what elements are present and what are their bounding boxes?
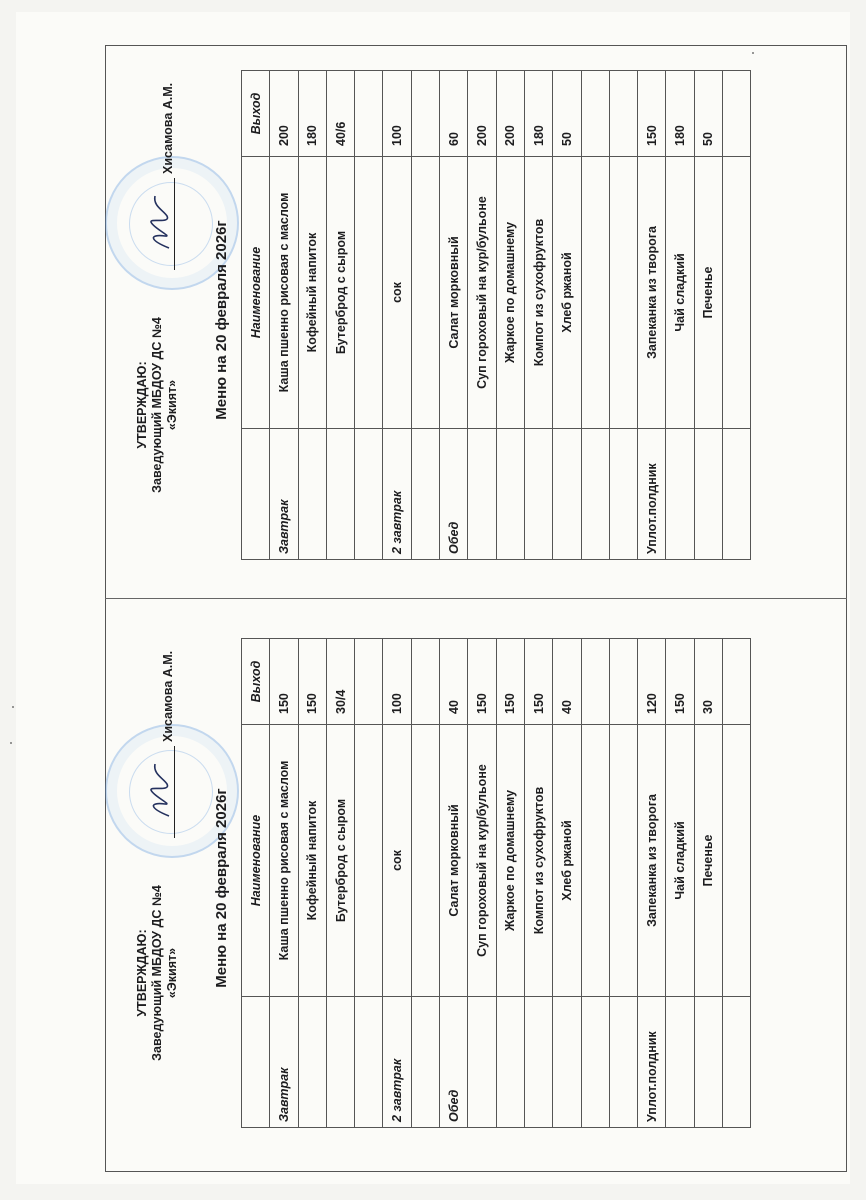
table-row xyxy=(468,71,496,560)
yield-cell: 150 xyxy=(496,639,524,725)
meal-cell xyxy=(411,429,439,560)
dish-cell: сок xyxy=(383,725,411,997)
meal-cell: Завтрак xyxy=(270,429,298,560)
table-row xyxy=(355,639,383,1128)
yield-cell: 100 xyxy=(383,639,411,725)
table-row xyxy=(609,71,637,560)
table-row xyxy=(383,71,411,560)
dish-cell: Бутерброд с сыром xyxy=(326,157,354,429)
table-header-row xyxy=(242,639,270,1128)
table-row xyxy=(355,71,383,560)
table-row xyxy=(411,71,439,560)
yield-cell: 200 xyxy=(270,71,298,157)
meal-cell xyxy=(723,997,751,1128)
yield-cell xyxy=(355,639,383,725)
dish-cell: Суп гороховый на кур/бульоне xyxy=(468,725,496,997)
yield-cell: 180 xyxy=(524,71,552,157)
dish-cell: Чай сладкий xyxy=(666,725,694,997)
yield-cell: 30 xyxy=(694,639,722,725)
meal-cell xyxy=(411,997,439,1128)
yield-cell: 40 xyxy=(440,639,468,725)
dish-cell xyxy=(411,725,439,997)
meal-cell: Обед xyxy=(440,429,468,560)
header-yield: Выход xyxy=(242,71,270,157)
dish-cell: Компот из сухофруктов xyxy=(524,157,552,429)
yield-cell: 150 xyxy=(298,639,326,725)
yield-cell xyxy=(411,71,439,157)
menu-sheet-top xyxy=(105,40,845,600)
table-row xyxy=(638,639,666,1128)
table-row xyxy=(326,71,354,560)
meal-cell xyxy=(609,997,637,1128)
signature-line xyxy=(161,638,175,838)
table-row xyxy=(723,639,751,1128)
meal-cell xyxy=(496,997,524,1128)
dish-cell xyxy=(411,157,439,429)
yield-cell xyxy=(581,639,609,725)
dish-cell: Жаркое по домашнему xyxy=(496,157,524,429)
meal-cell xyxy=(468,429,496,560)
yield-cell xyxy=(609,71,637,157)
meal-cell: Уплот.полдник xyxy=(638,429,666,560)
approval-line: УТВЕРЖДАЮ: xyxy=(135,929,149,1017)
scan-speck xyxy=(12,706,14,708)
meal-cell xyxy=(326,429,354,560)
table-row xyxy=(411,639,439,1128)
yield-cell xyxy=(609,639,637,725)
table-row xyxy=(496,639,524,1128)
meal-cell xyxy=(553,429,581,560)
meal-cell xyxy=(694,429,722,560)
yield-cell: 180 xyxy=(666,71,694,157)
yield-cell: 40 xyxy=(553,639,581,725)
table-row xyxy=(666,639,694,1128)
header-dish: Наименование xyxy=(242,157,270,429)
table-row xyxy=(468,639,496,1128)
dish-cell: Чай сладкий xyxy=(666,157,694,429)
dish-cell xyxy=(609,725,637,997)
dish-cell xyxy=(723,725,751,997)
header-meal xyxy=(242,997,270,1128)
dish-cell: Бутерброд с сыром xyxy=(326,725,354,997)
meal-cell: Завтрак xyxy=(270,997,298,1128)
meal-cell: 2 завтрак xyxy=(383,997,411,1128)
dish-cell: сок xyxy=(383,157,411,429)
table-row xyxy=(666,71,694,560)
menu-table xyxy=(241,638,751,1128)
meal-cell xyxy=(581,997,609,1128)
meal-cell xyxy=(326,997,354,1128)
table-row xyxy=(694,639,722,1128)
table-row xyxy=(553,639,581,1128)
approval-line: УТВЕРЖДАЮ: xyxy=(135,361,149,449)
table-row xyxy=(524,639,552,1128)
yield-cell: 50 xyxy=(694,71,722,157)
yield-cell xyxy=(723,71,751,157)
dish-cell xyxy=(723,157,751,429)
dish-cell xyxy=(609,157,637,429)
meal-cell xyxy=(694,997,722,1128)
header-meal xyxy=(242,429,270,560)
yield-cell: 60 xyxy=(440,71,468,157)
header-dish: Наименование xyxy=(242,725,270,997)
dish-cell: Компот из сухофруктов xyxy=(524,725,552,997)
meal-cell xyxy=(666,429,694,560)
yield-cell xyxy=(723,639,751,725)
yield-cell xyxy=(581,71,609,157)
dish-cell xyxy=(581,157,609,429)
table-row xyxy=(440,639,468,1128)
menu-title: Меню на 20 февраля 2026г xyxy=(213,788,230,988)
meal-cell xyxy=(524,429,552,560)
table-row xyxy=(694,71,722,560)
approval-block xyxy=(135,280,180,530)
signatory-name: Хисамова А.М. xyxy=(161,82,175,174)
meal-cell xyxy=(298,429,326,560)
approval-line: Заведующий МБДОУ ДС №4 xyxy=(150,885,164,1061)
table-row xyxy=(553,71,581,560)
yield-cell: 200 xyxy=(468,71,496,157)
yield-cell: 120 xyxy=(638,639,666,725)
table-row xyxy=(609,639,637,1128)
dish-cell: Суп гороховый на кур/бульоне xyxy=(468,157,496,429)
dish-cell: Салат морковный xyxy=(440,157,468,429)
yield-cell: 150 xyxy=(270,639,298,725)
dish-cell: Каша пшенно рисовая с маслом xyxy=(270,157,298,429)
menu-title: Меню на 20 февраля 2026г xyxy=(213,220,230,420)
yield-cell: 180 xyxy=(298,71,326,157)
table-row xyxy=(638,71,666,560)
meal-cell xyxy=(496,429,524,560)
table-row xyxy=(524,71,552,560)
signature-line xyxy=(161,70,175,270)
dish-cell: Жаркое по домашнему xyxy=(496,725,524,997)
yield-cell: 150 xyxy=(666,639,694,725)
menu-sheet-bottom xyxy=(105,608,845,1168)
meal-cell xyxy=(524,997,552,1128)
dish-cell xyxy=(581,725,609,997)
yield-cell: 100 xyxy=(383,71,411,157)
dish-cell: Салат морковный xyxy=(440,725,468,997)
yield-cell: 150 xyxy=(468,639,496,725)
table-row xyxy=(298,71,326,560)
dish-cell: Запеканка из творога xyxy=(638,157,666,429)
table-row xyxy=(326,639,354,1128)
dish-cell: Каша пшенно рисовая с маслом xyxy=(270,725,298,997)
table-row xyxy=(723,71,751,560)
approval-line: Заведующий МБДОУ ДС №4 xyxy=(150,317,164,493)
scan-speck xyxy=(752,52,754,54)
yield-cell xyxy=(411,639,439,725)
table-row xyxy=(581,71,609,560)
yield-cell: 50 xyxy=(553,71,581,157)
menu-table xyxy=(241,70,751,560)
dish-cell xyxy=(355,725,383,997)
yield-cell xyxy=(355,71,383,157)
meal-cell: 2 завтрак xyxy=(383,429,411,560)
yield-cell: 200 xyxy=(496,71,524,157)
meal-cell xyxy=(553,997,581,1128)
meal-cell xyxy=(298,997,326,1128)
approval-line: «Экият» xyxy=(165,379,179,431)
table-header-row xyxy=(242,71,270,560)
dish-cell xyxy=(355,157,383,429)
yield-cell: 150 xyxy=(638,71,666,157)
meal-cell xyxy=(355,429,383,560)
header-yield: Выход xyxy=(242,639,270,725)
yield-cell: 30/4 xyxy=(326,639,354,725)
table-row xyxy=(298,639,326,1128)
dish-cell: Печенье xyxy=(694,725,722,997)
meal-cell: Обед xyxy=(440,997,468,1128)
meal-cell xyxy=(581,429,609,560)
dish-cell: Кофейный напиток xyxy=(298,725,326,997)
meal-cell xyxy=(666,997,694,1128)
meal-cell: Уплот.полдник xyxy=(638,997,666,1128)
yield-cell: 150 xyxy=(524,639,552,725)
table-row xyxy=(440,71,468,560)
meal-cell xyxy=(355,997,383,1128)
approval-block xyxy=(135,848,180,1098)
dish-cell: Хлеб ржаной xyxy=(553,725,581,997)
dish-cell: Печенье xyxy=(694,157,722,429)
table-row xyxy=(496,71,524,560)
table-row xyxy=(270,639,298,1128)
dish-cell: Запеканка из творога xyxy=(638,725,666,997)
signatory-name: Хисамова А.М. xyxy=(161,650,175,742)
meal-cell xyxy=(723,429,751,560)
scan-speck xyxy=(10,742,12,744)
meal-cell xyxy=(609,429,637,560)
meal-cell xyxy=(468,997,496,1128)
yield-cell: 40/6 xyxy=(326,71,354,157)
table-row xyxy=(581,639,609,1128)
table-row xyxy=(270,71,298,560)
dish-cell: Хлеб ржаной xyxy=(553,157,581,429)
table-row xyxy=(383,639,411,1128)
approval-line: «Экият» xyxy=(165,947,179,999)
dish-cell: Кофейный напиток xyxy=(298,157,326,429)
